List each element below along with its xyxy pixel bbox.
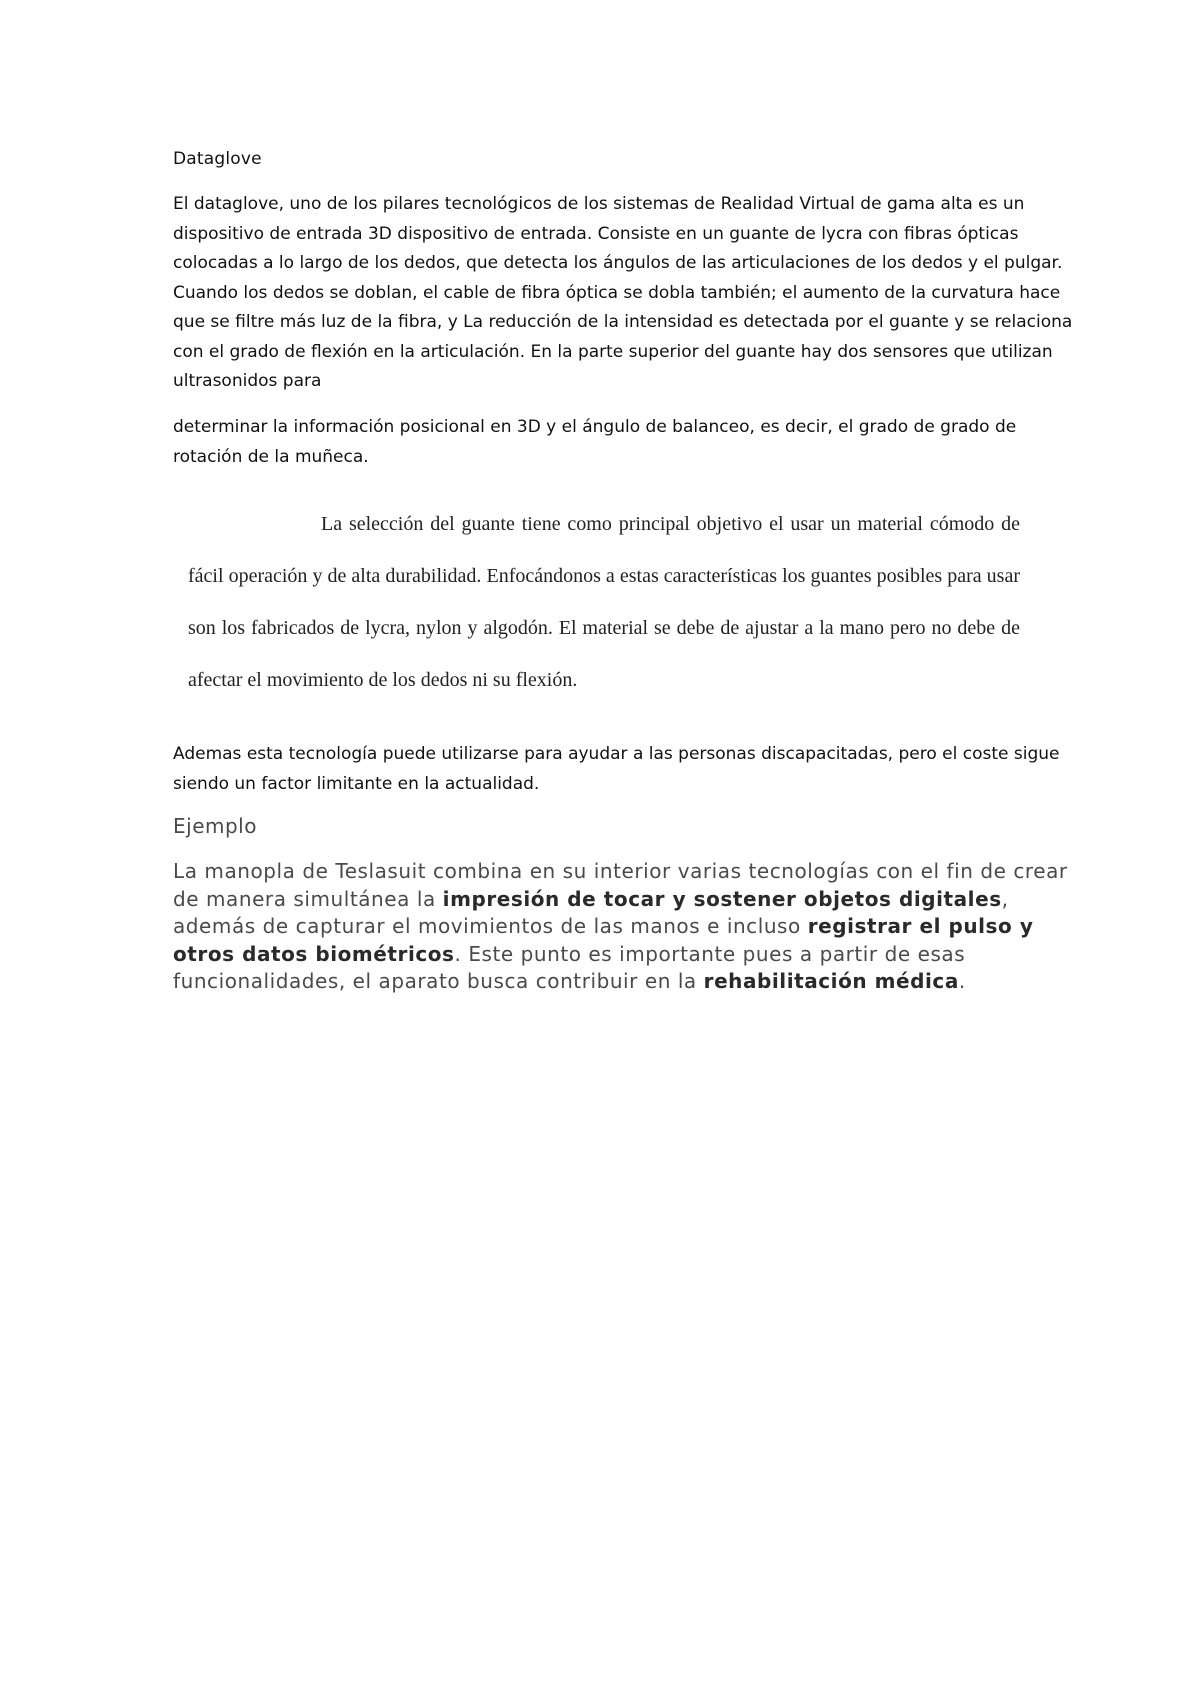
- example-text-3: . Este punto es importante pues a partir de esas funcionalidades, el aparato busca contribuir en la: [173, 941, 966, 994]
- example-bold-1: impresión de tocar y sostener objetos digitales: [442, 886, 1002, 911]
- example-heading: Ejemplo: [173, 814, 257, 838]
- example-bold-3: rehabilitación médica: [703, 969, 959, 994]
- example-bold-2: registrar el pulso y otros datos biométricos: [173, 914, 1034, 966]
- example-text-2: , además de capturar el movimientos de las manos e incluso: [173, 886, 1009, 939]
- example-text-1: La manopla de Teslasuit combina en su interior varias tecnologías con el fin de crear de manera simultánea la: [173, 859, 1068, 911]
- document-title: Dataglove: [173, 149, 262, 169]
- example-paragraph: [173, 858, 1073, 996]
- paragraph-applications: Ademas esta tecnología puede utilizarse para ayudar a las personas discapacitadas, pero el coste sigue siendo un factor limitante en la actualidad.: [173, 744, 1060, 794]
- paragraph-position: determinar la información posicional en 3D y el ángulo de balanceo, es decir, el grado de grado de rotación de la muñeca.: [173, 417, 1017, 467]
- example-text-4: .: [958, 969, 966, 994]
- paragraph-intro: El dataglove, uno de los pilares tecnológicos de los sistemas de Realidad Virtual de gama alta es un dispositivo de entrada 3D dispositivo de entrada. Consiste en un guante de lycra con fibras ópticas colocadas a lo largo de los dedos, que detecta los ángulos de las articulaciones de los dedos y el pulgar. Cuando los dedos se doblan, el cable de fibra óptica se dobla también; el aumento de la curvatura hace que se filtre más luz de la fibra, y La reducción de la intensidad es detectada por el guante y se relaciona con el grado de flexión en la articulación. En la parte superior del guante hay dos sensores que utilizan ultrasonidos para: [173, 194, 1073, 391]
- quoted-excerpt: La selección del guante tiene como principal objetivo el usar un material cómodo de fácil operación y de alta durabilidad. Enfocándonos a estas características los guantes posibles para usar son los fabricados de lycra, nylon y algodón. El material se debe de ajustar a la mano pero no debe de afectar el movimiento de los dedos ni su flexión.: [188, 513, 1020, 691]
